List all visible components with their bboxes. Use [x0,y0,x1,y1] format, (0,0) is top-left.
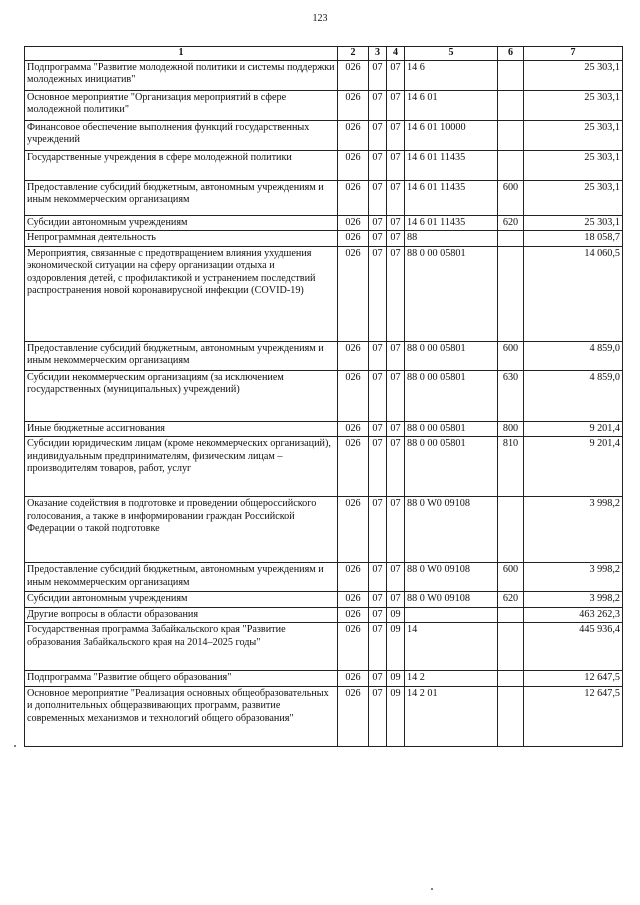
row-ved: 026 [338,150,369,180]
row-vr [498,671,524,687]
table-row [25,60,623,90]
column-header: 5 [405,47,498,61]
row-name: Другие вопросы в области образования [25,607,338,623]
row-sum: 4 859,0 [524,370,623,421]
row-ved: 026 [338,246,369,341]
row-rz: 07 [369,686,387,746]
scan-speck [14,745,16,747]
row-rz: 07 [369,607,387,623]
row-name: Оказание содействия в подготовке и проведении общероссийского голосования, а также в информировании граждан Российской Федерации о такой подготовке [25,497,338,563]
row-pr: 07 [387,341,405,370]
column-header: 2 [338,47,369,61]
row-csr: 88 0 W0 09108 [405,592,498,608]
row-rz: 07 [369,563,387,592]
table-row [25,421,623,437]
row-name: Основное мероприятие "Реализация основных общеобразовательных и дополнительных общеразвивающих программ, развитие современных механизмов и технологий общего образования" [25,686,338,746]
row-csr: 88 0 W0 09108 [405,563,498,592]
row-rz: 07 [369,421,387,437]
row-vr [498,607,524,623]
row-sum: 3 998,2 [524,592,623,608]
row-csr: 14 2 01 [405,686,498,746]
row-ved: 026 [338,592,369,608]
page-number: 123 [312,13,328,24]
row-sum: 3 998,2 [524,497,623,563]
row-pr: 07 [387,437,405,497]
row-name: Субсидии некоммерческим организациям (за исключением государственных (муниципальных) учреждений) [25,370,338,421]
row-rz: 07 [369,150,387,180]
table-row [25,341,623,370]
row-vr: 600 [498,180,524,215]
row-pr: 07 [387,563,405,592]
scan-speck [431,888,433,890]
row-ved: 026 [338,370,369,421]
row-ved: 026 [338,90,369,120]
row-name: Предоставление субсидий бюджетным, автономным учреждениям и иным некоммерческим организациям [25,563,338,592]
table-row [25,246,623,341]
row-vr: 810 [498,437,524,497]
row-pr: 09 [387,671,405,687]
row-csr: 14 2 [405,671,498,687]
table-row [25,437,623,497]
row-rz: 07 [369,671,387,687]
row-ved: 026 [338,120,369,150]
row-name: Иные бюджетные ассигнования [25,421,338,437]
row-vr: 630 [498,370,524,421]
row-pr: 09 [387,623,405,671]
row-ved: 026 [338,341,369,370]
row-name: Мероприятия, связанные с предотвращением влияния ухудшения экономической ситуации на сферу организации отдыха и оздоровления детей, с профилактикой и устранением последствий распространения новой коронавирусной инфекции (COVID-19) [25,246,338,341]
table-row [25,623,623,671]
row-ved: 026 [338,497,369,563]
table-row [25,607,623,623]
row-vr [498,623,524,671]
row-sum: 25 303,1 [524,150,623,180]
column-header: 3 [369,47,387,61]
row-rz: 07 [369,120,387,150]
row-vr [498,150,524,180]
row-sum: 25 303,1 [524,120,623,150]
row-sum: 9 201,4 [524,437,623,497]
row-name: Субсидии автономным учреждениям [25,215,338,231]
row-vr [498,497,524,563]
row-csr: 14 [405,623,498,671]
row-vr: 600 [498,341,524,370]
row-ved: 026 [338,421,369,437]
row-csr: 88 [405,231,498,247]
table-row [25,563,623,592]
table-row [25,90,623,120]
row-vr [498,120,524,150]
row-sum: 14 060,5 [524,246,623,341]
row-name: Непрограммная деятельность [25,231,338,247]
row-name: Субсидии автономным учреждениям [25,592,338,608]
row-sum: 3 998,2 [524,563,623,592]
row-pr: 07 [387,497,405,563]
row-rz: 07 [369,231,387,247]
row-vr [498,231,524,247]
row-pr: 07 [387,215,405,231]
row-csr: 14 6 01 11435 [405,215,498,231]
row-pr: 07 [387,150,405,180]
row-csr: 14 6 01 11435 [405,180,498,215]
table-row [25,150,623,180]
row-name: Основное мероприятие "Организация мероприятий в сфере молодежной политики" [25,90,338,120]
table-row [25,180,623,215]
row-name: Государственная программа Забайкальского края "Развитие образования Забайкальского края на 2014–2025 годы" [25,623,338,671]
row-csr: 14 6 [405,60,498,90]
row-name: Финансовое обеспечение выполнения функций государственных учреждений [25,120,338,150]
budget-table [24,46,623,747]
table-row [25,497,623,563]
row-sum: 4 859,0 [524,341,623,370]
table-row [25,686,623,746]
row-rz: 07 [369,246,387,341]
row-ved: 026 [338,180,369,215]
row-pr: 07 [387,370,405,421]
row-rz: 07 [369,180,387,215]
row-rz: 07 [369,341,387,370]
table-row [25,370,623,421]
row-sum: 25 303,1 [524,215,623,231]
row-vr [498,246,524,341]
row-sum: 463 262,3 [524,607,623,623]
row-name: Предоставление субсидий бюджетным, автономным учреждениям и иным некоммерческим организациям [25,341,338,370]
row-rz: 07 [369,60,387,90]
row-pr: 07 [387,60,405,90]
row-ved: 026 [338,607,369,623]
row-csr: 14 6 01 [405,90,498,120]
row-ved: 026 [338,686,369,746]
row-csr: 88 0 W0 09108 [405,497,498,563]
row-csr: 14 6 01 10000 [405,120,498,150]
row-name: Предоставление субсидий бюджетным, автономным учреждениям и иным некоммерческим организациям [25,180,338,215]
row-sum: 25 303,1 [524,60,623,90]
row-vr: 800 [498,421,524,437]
row-csr: 88 0 00 05801 [405,370,498,421]
row-name: Подпрограмма "Развитие общего образования" [25,671,338,687]
row-pr: 07 [387,246,405,341]
row-name: Государственные учреждения в сфере молодежной политики [25,150,338,180]
row-vr [498,90,524,120]
row-rz: 07 [369,370,387,421]
row-ved: 026 [338,437,369,497]
row-vr [498,60,524,90]
table-row [25,592,623,608]
row-pr: 09 [387,607,405,623]
row-sum: 445 936,4 [524,623,623,671]
row-name: Подпрограмма "Развитие молодежной политики и системы поддержки молодежных инициатив" [25,60,338,90]
row-ved: 026 [338,671,369,687]
row-ved: 026 [338,623,369,671]
row-ved: 026 [338,563,369,592]
row-ved: 026 [338,60,369,90]
row-csr [405,607,498,623]
row-sum: 18 058,7 [524,231,623,247]
row-pr: 07 [387,421,405,437]
row-vr: 620 [498,592,524,608]
row-pr: 07 [387,231,405,247]
row-sum: 25 303,1 [524,90,623,120]
row-vr: 600 [498,563,524,592]
row-sum: 9 201,4 [524,421,623,437]
row-sum: 12 647,5 [524,686,623,746]
table-row [25,215,623,231]
header-row [25,47,623,61]
row-sum: 12 647,5 [524,671,623,687]
column-header: 7 [524,47,623,61]
table-row [25,671,623,687]
table-row [25,120,623,150]
column-header: 4 [387,47,405,61]
row-csr: 14 6 01 11435 [405,150,498,180]
row-rz: 07 [369,497,387,563]
row-csr: 88 0 00 05801 [405,341,498,370]
row-csr: 88 0 00 05801 [405,421,498,437]
row-pr: 07 [387,592,405,608]
row-pr: 07 [387,120,405,150]
row-pr: 07 [387,90,405,120]
row-rz: 07 [369,90,387,120]
row-ved: 026 [338,215,369,231]
row-sum: 25 303,1 [524,180,623,215]
table-row [25,231,623,247]
row-rz: 07 [369,437,387,497]
row-rz: 07 [369,592,387,608]
row-csr: 88 0 00 05801 [405,437,498,497]
row-pr: 07 [387,180,405,215]
row-name: Субсидии юридическим лицам (кроме некоммерческих организаций), индивидуальным предпринимателям, физическим лицам – производителям товаров, работ, услуг [25,437,338,497]
column-header: 6 [498,47,524,61]
row-csr: 88 0 00 05801 [405,246,498,341]
row-rz: 07 [369,623,387,671]
row-vr [498,686,524,746]
row-pr: 09 [387,686,405,746]
row-ved: 026 [338,231,369,247]
row-rz: 07 [369,215,387,231]
row-vr: 620 [498,215,524,231]
column-header: 1 [25,47,338,61]
